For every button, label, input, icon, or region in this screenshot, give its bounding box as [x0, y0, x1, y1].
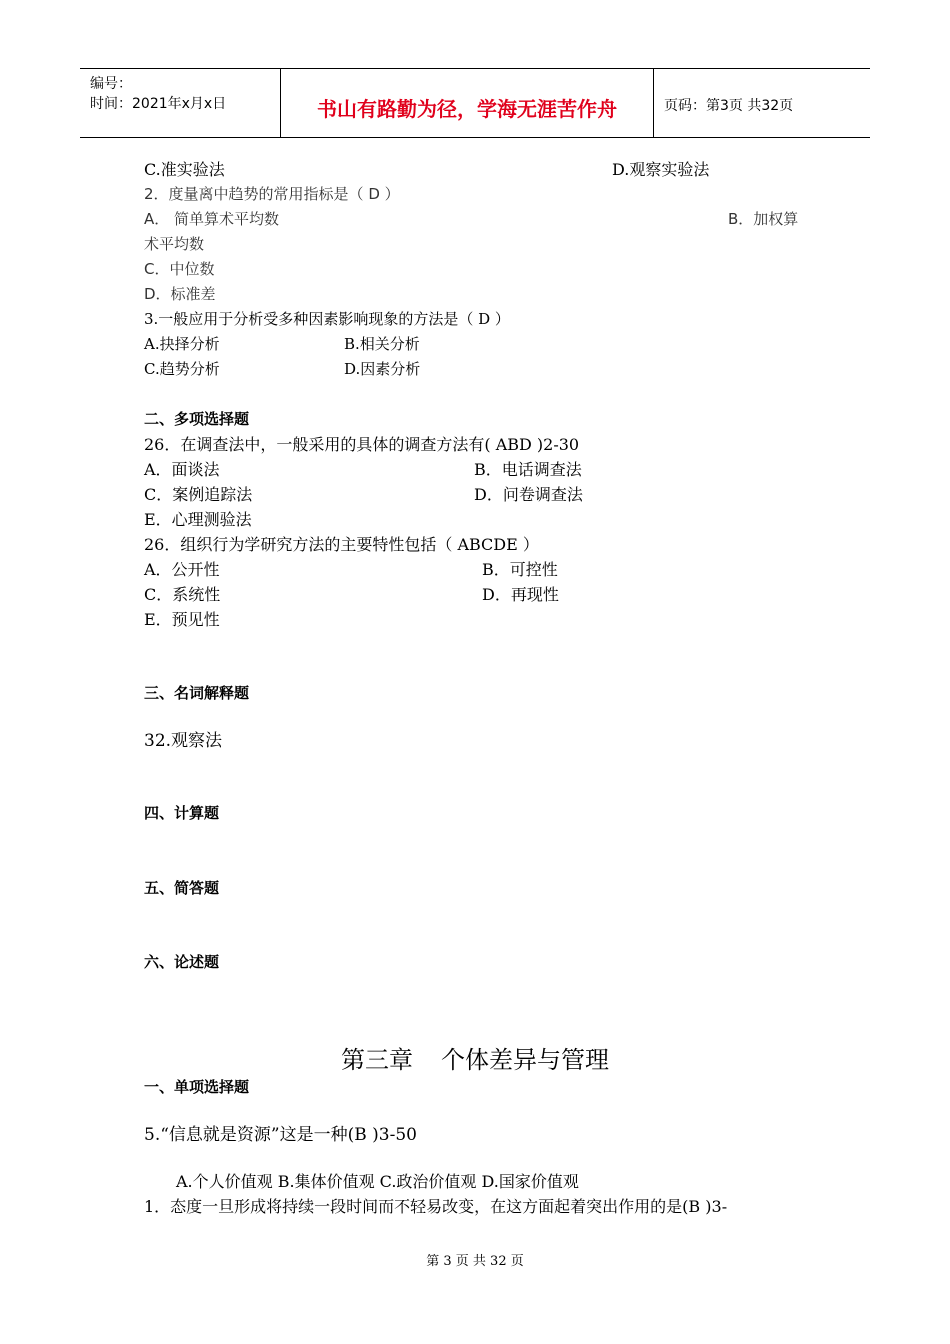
- q1-ch3-stem: 1．态度一旦形成将持续一段时间而不轻易改变，在这方面起着突出作用的是(B )3-: [144, 1197, 728, 1216]
- header-page-cell: [654, 69, 870, 137]
- q3-stem: 3.一般应用于分析受多种因素影响现象的方法是（ D ）: [144, 310, 510, 328]
- q2-option-d: D．标准差: [144, 285, 216, 303]
- q3-option-b: B.相关分析: [344, 335, 420, 353]
- section6-title: 六、论述题: [144, 953, 220, 971]
- chapter-heading: [0, 1040, 950, 1075]
- q26b-option-a: A．公开性: [144, 560, 220, 579]
- page-footer: 第 3 页 共 32 页: [426, 1254, 524, 1269]
- section5-title: 五、简答题: [144, 879, 220, 897]
- q1-option-c: C.准实验法: [144, 160, 225, 179]
- q26b-stem: 26．组织行为学研究方法的主要特性包括（ ABCDE ）: [144, 535, 539, 554]
- q26a-option-b: B．电话调查法: [474, 460, 582, 479]
- q2-option-b: B．加权算: [728, 210, 799, 228]
- q2-option-c: C．中位数: [144, 260, 215, 278]
- q3-option-a: A.抉择分析: [144, 335, 220, 353]
- section3-title: 三、名词解释题: [144, 684, 250, 702]
- section4-title: 四、计算题: [144, 804, 220, 822]
- q5-options: A.个人价值观 B.集体价值观 C.政治价值观 D.国家价值观: [176, 1172, 579, 1191]
- q26a-option-a: A．面谈法: [144, 460, 220, 479]
- q26b-option-e: E．预见性: [144, 610, 220, 629]
- q26a-option-d: D．问卷调查法: [474, 485, 583, 504]
- q2-stem: 2．度量离中趋势的常用指标是（ D ）: [144, 185, 400, 203]
- q1-option-d: D.观察实验法: [612, 160, 710, 179]
- chapter-number: 第三章: [341, 1046, 413, 1074]
- q26a-option-e: E．心理测验法: [144, 510, 252, 529]
- q3-option-d: D.因素分析: [344, 360, 421, 378]
- q5-stem: 5.“信息就是资源”这是一种(B )3-50: [144, 1125, 417, 1145]
- q26b-option-c: C．系统性: [144, 585, 221, 604]
- q2-option-a: A． 简单算术平均数: [144, 210, 280, 228]
- q26b-option-d: D．再现性: [482, 585, 559, 604]
- section3-item: 32.观察法: [144, 731, 223, 751]
- page-header: [80, 68, 870, 138]
- q2-option-b-cont: 术平均数: [144, 235, 205, 253]
- q26a-option-c: C．案例追踪法: [144, 485, 253, 504]
- ch3-section1-title: 一、单项选择题: [144, 1078, 250, 1096]
- q3-option-c: C.趋势分析: [144, 360, 220, 378]
- q26b-option-b: B．可控性: [482, 560, 558, 579]
- section2-title: 二、多项选择题: [144, 410, 250, 428]
- page-code: 页码：第3页 共32页: [664, 98, 794, 114]
- header-left-cell: [80, 69, 281, 137]
- q26a-stem: 26．在调查法中，一般采用的具体的调查方法有( ABD )2-30: [144, 435, 580, 454]
- number-label: 编号：: [90, 76, 132, 92]
- header-motto-cell: [281, 69, 654, 137]
- time-label: 时间：2021年x月x日: [90, 96, 227, 112]
- chapter-name: 个体差异与管理: [441, 1046, 609, 1074]
- motto-text: 书山有路勤为径，学海无涯苦作舟: [317, 97, 617, 121]
